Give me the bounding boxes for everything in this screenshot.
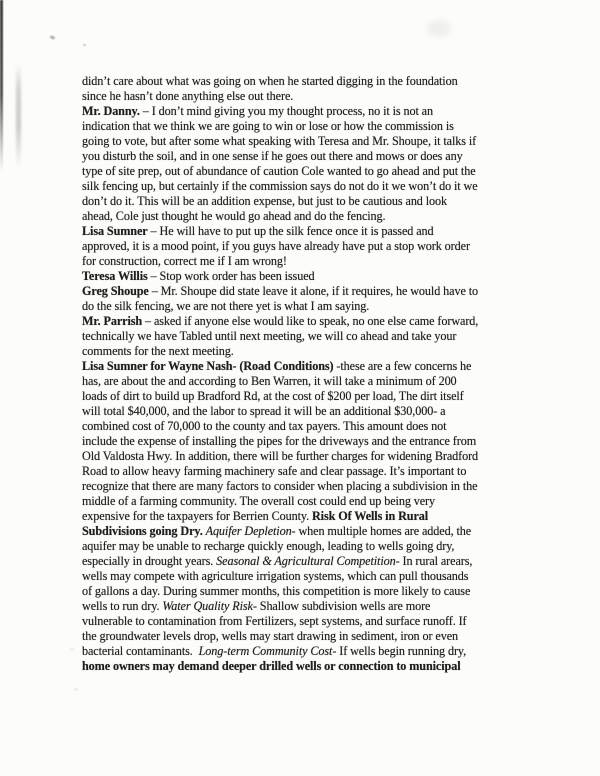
text-run: silk fencing up, but certainly if the commission says do not do it we won’t do it we <box>82 179 478 193</box>
text-run: Mr. Parrish <box>82 314 143 328</box>
text-run: Greg Shoupe <box>82 284 149 298</box>
text-run: Teresa Willis <box>82 269 148 283</box>
text-line <box>82 524 552 539</box>
text-run: home owners may demand deeper drilled wells or connection to municipal <box>82 659 461 673</box>
text-run: bacterial contaminants. <box>82 644 199 658</box>
scan-speck-artifact <box>74 688 78 691</box>
text-line <box>82 509 552 524</box>
text-run: ahead, Cole just thought he would go ahead and do the fencing. <box>82 209 386 223</box>
text-run: approved, it is a mood point, if you guys have already have put a stop work order <box>82 239 470 253</box>
text-line <box>82 269 552 284</box>
text-line <box>82 359 552 374</box>
text-line <box>82 494 552 509</box>
text-run: for construction, correct me if I am wrong! <box>82 254 287 268</box>
text-line <box>82 314 552 329</box>
text-run: middle of a farming community. The overall cost could end up being very <box>82 494 436 508</box>
text-run: – asked if anyone else would like to speak, no one else came forward, <box>142 314 479 328</box>
text-line <box>82 344 552 359</box>
text-run: Long-term Community Cost- <box>198 644 337 658</box>
text-line <box>82 464 552 479</box>
text-run: Water Quality Risk- <box>162 599 257 613</box>
text-run: when multiple homes are added, the <box>295 524 472 538</box>
text-line <box>82 284 552 299</box>
text-line <box>82 209 552 224</box>
text-run: include the expense of installing the pipes for the driveways and the entrance from <box>82 434 477 448</box>
text-run: of gallons a day. During summer months, this competition is more likely to cause <box>82 584 471 598</box>
text-run: you disturb the soil, and in one sense if he goes out there and mows or does any <box>82 149 463 163</box>
text-line <box>82 74 552 89</box>
text-run: aquifer may be unable to recharge quickly enough, leading to wells going dry, <box>82 539 455 553</box>
text-line <box>82 644 552 659</box>
scan-speck-artifact <box>50 35 56 40</box>
text-line <box>82 554 552 569</box>
text-run: In rural arears, <box>399 554 473 568</box>
scan-edge-artifact <box>0 0 3 172</box>
scan-smudge-artifact <box>427 20 451 37</box>
text-run: will total $40,000, and the labor to spread it will be an additional $30,000- a <box>82 404 446 418</box>
text-run: Mr. Danny. <box>82 104 140 118</box>
text-run: Risk Of Wells in Rural <box>311 509 429 523</box>
text-run: Seasonal & Agricultural Competition- <box>216 554 400 568</box>
text-run: Aquifer Depletion- <box>205 524 296 538</box>
text-run: expensive for the taxpayers for Berrien County. <box>82 509 312 523</box>
text-line <box>82 659 552 674</box>
text-line <box>82 329 552 344</box>
text-line <box>82 164 552 179</box>
text-run: vulnerable to contamination from Fertilizers, sept systems, and surface runoff. If <box>82 614 467 628</box>
text-run: combined cost of 70,000 to the county and tax payers. This amount does not <box>82 419 447 433</box>
text-line <box>82 449 552 464</box>
text-run: Old Valdosta Hwy. In addition, there will be further charges for widening Bradford <box>82 449 479 463</box>
text-run: don’t do it. This will be an addition expense, but just to be cautious and look <box>82 194 448 208</box>
text-line <box>82 584 552 599</box>
text-line <box>82 614 552 629</box>
text-line <box>82 629 552 644</box>
scan-smudge-artifact <box>16 64 21 168</box>
text-line <box>82 89 552 104</box>
text-line <box>82 404 552 419</box>
text-line <box>82 599 552 614</box>
text-run: especially in drought years. <box>82 554 217 568</box>
text-run: – He will have to put up the silk fence once it is passed and <box>147 224 434 238</box>
text-line <box>82 419 552 434</box>
text-line <box>82 179 552 194</box>
text-line <box>82 254 552 269</box>
text-run: – I don’t mind giving you my thought process, no it is not an <box>139 104 433 118</box>
text-line <box>82 149 552 164</box>
text-run: since he hasn’t done anything else out there. <box>82 89 294 103</box>
text-line <box>82 104 552 119</box>
text-run: recognize that there are many factors to consider when placing a subdivision in the <box>82 479 478 493</box>
text-line <box>82 374 552 389</box>
scan-speck-artifact <box>83 44 86 46</box>
text-run: going to vote, but after some what speaking with Teresa and Mr. Shoupe, it talks if <box>82 134 477 148</box>
text-run: the groundwater levels drop, wells may start drawing in sediment, iron or even <box>82 629 459 643</box>
document-text <box>82 74 552 674</box>
text-run: loads of dirt to build up Bradford Rd, at the cost of $200 per load, The dirt itself <box>82 389 464 403</box>
text-run: – Mr. Shoupe did state leave it alone, if it requires, he would have to <box>148 284 478 298</box>
text-line <box>82 434 552 449</box>
text-line <box>82 569 552 584</box>
text-line <box>82 539 552 554</box>
text-run: wells to run dry. <box>82 599 163 613</box>
text-run: type of site prep, out of abundance of caution Cole wanted to go ahead and put the <box>82 164 476 178</box>
text-line <box>82 479 552 494</box>
text-line <box>82 299 552 314</box>
text-run: Road to allow heavy farming machinery safe and clear passage. It’s important to <box>82 464 467 478</box>
text-line <box>82 194 552 209</box>
text-run: didn’t care about what was going on when he started digging in the foundation <box>82 74 458 88</box>
text-run: indication that we think we are going to win or lose or how the commission is <box>82 119 454 133</box>
text-run: wells may compete with agriculture irrigation systems, which can pull thousands <box>82 569 469 583</box>
text-run: has, are about the and according to Ben Warren, it will take a minimum of 200 <box>82 374 457 388</box>
text-run: Shallow subdivision wells are more <box>256 599 431 613</box>
text-line <box>82 389 552 404</box>
text-run: comments for the next meeting. <box>82 344 234 358</box>
text-line <box>82 134 552 149</box>
text-run: technically we have Tabled until next meeting, we will co ahead and take your <box>82 329 457 343</box>
text-line <box>82 224 552 239</box>
text-line <box>82 239 552 254</box>
text-run: Lisa Sumner <box>82 224 148 238</box>
text-run: Lisa Sumner for Wayne Nash- (Road Conditions) <box>82 359 334 373</box>
text-line <box>82 119 552 134</box>
text-run: – Stop work order has been issued <box>147 269 315 283</box>
scan-speck-artifact <box>70 648 74 651</box>
text-run: If wells begin running dry, <box>336 644 467 658</box>
text-run: do the silk fencing, we are not there yet is what I am saying. <box>82 299 370 313</box>
text-run: Subdivisions going Dry. <box>82 524 206 538</box>
text-run: -these are a few concerns he <box>333 359 472 373</box>
